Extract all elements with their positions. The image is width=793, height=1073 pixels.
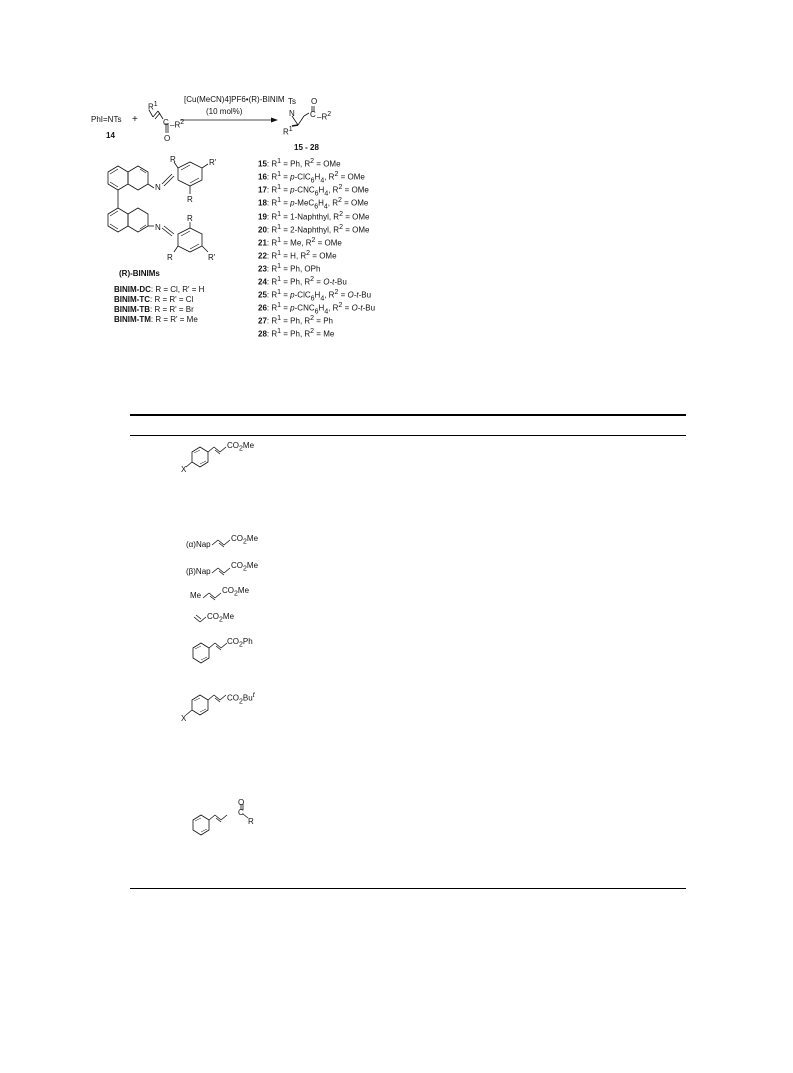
ligand-variant: BINIM-DC: R = Cl, R' = H <box>114 285 205 294</box>
row5-ester: $CO_2Me$ <box>207 612 235 624</box>
row8-o: O <box>238 798 245 807</box>
row3-ester: $CO_2Me$ <box>231 561 259 573</box>
ligand-variant: BINIM-TM: R = R' = Me <box>114 315 198 324</box>
ligand-label: (R)-BINIMs <box>119 269 160 278</box>
ligand-r-lower-a: R <box>187 214 193 223</box>
product-o: O <box>311 97 318 106</box>
alkene-r1: $R^1$ <box>148 101 158 112</box>
list-item: 19: $R^1$ = 1-Naphthyl, $R^2$ = OMe <box>258 211 370 222</box>
product-ts: Ts <box>288 97 296 106</box>
table-bottom-rule <box>130 888 686 889</box>
list-item: 22: $R^1 = H$, $R^2$ = OMe <box>258 250 337 261</box>
row8-r: R <box>248 817 254 826</box>
product-c: C <box>310 110 316 119</box>
list-item: 28: $R^1 = Ph$, $R^2 = Me$ <box>258 328 335 339</box>
row4-ester: $CO_2Me$ <box>222 586 250 598</box>
product-n: N <box>289 109 295 118</box>
list-item: 23: $R^1 = Ph$, OPh <box>258 263 321 274</box>
list-item: 18: $R^1 = p-MeC_6H_4$, $R^2$ = OMe <box>258 197 369 211</box>
product-r2: $-R^2$ <box>317 111 332 122</box>
reaction-arrow <box>180 116 280 126</box>
substrate-phenyl-enone <box>185 800 255 844</box>
product-range: 15 - 28 <box>294 143 319 152</box>
list-item: 26: $R^1 = p-CNC_6H_4$, $R^2 = O-t-Bu$ <box>258 302 376 316</box>
row3-prefix: (β)Nap <box>186 567 211 576</box>
row7-ester: $CO_2Bu^t$ <box>227 692 255 706</box>
reagent-number: 14 <box>106 131 115 140</box>
ligand-variant: BINIM-TB: R = R' = Br <box>114 305 194 314</box>
row8-c: C <box>238 808 244 817</box>
row2-ester: $CO_2Me$ <box>231 534 259 546</box>
row1-ester: $CO_2Me$ <box>227 441 255 453</box>
ligand-variant-list <box>114 285 204 325</box>
list-item: 25: $R^1 = p-ClC_6H_4$, $R^2 = O-t-Bu$ <box>258 289 372 303</box>
list-item: 15: $R^1 = Ph$, $R^2$ = OMe <box>258 158 341 169</box>
alkene-carbon: C <box>163 118 169 127</box>
ligand-r-upper-b: R <box>187 195 193 204</box>
list-item: 21: $R^1 = Me$, $R^2$ = OMe <box>258 237 342 248</box>
catalyst-conditions: [Cu(MeCN)4]PF6•(R)-BINIM <box>184 95 285 104</box>
ligand-r-upper-a: R <box>170 155 176 164</box>
product-r1: $R^1$ <box>283 126 293 137</box>
list-item: 27: $R^1 = Ph$, $R^2 = Ph$ <box>258 315 333 326</box>
ligand-n-lower: N <box>155 223 161 232</box>
row1-x: X <box>181 465 187 474</box>
ligand-variant: BINIM-TC: R = R' = Cl <box>114 295 194 304</box>
plus-sign: + <box>132 114 138 125</box>
row7-x: X <box>181 714 187 723</box>
catalyst-loading: (10 mol%) <box>206 107 243 116</box>
ligand-r-lower-b: R <box>167 253 173 262</box>
alkene-oxygen: O <box>164 134 171 143</box>
list-item: 24: $R^1 = Ph$, $R^2 = O-t-Bu$ <box>258 276 347 287</box>
row6-ester: $CO_2Ph$ <box>227 637 253 649</box>
ligand-n-upper: N <box>155 183 161 192</box>
table-header-rule <box>130 435 686 436</box>
list-item: 17: $R^1 = p-CNC_6H_4$, $R^2$ = OMe <box>258 184 369 198</box>
list-item: 16: $R^1 = p-ClC_6H_4$, $R^2$ = OMe <box>258 171 365 185</box>
list-item: 20: $R^1$ = 2-Naphthyl, $R^2$ = OMe <box>258 224 370 235</box>
alkene-r2: $-R^2$ <box>170 119 185 130</box>
reagent-phinTs: PhI=NTs <box>91 115 122 124</box>
ligand-rp-lower: R' <box>208 253 216 262</box>
ligand-rp-upper: R' <box>209 158 217 167</box>
table-top-rule <box>130 414 686 416</box>
row4-prefix: Me <box>190 591 202 600</box>
row2-prefix: (α)Nap <box>186 540 211 549</box>
